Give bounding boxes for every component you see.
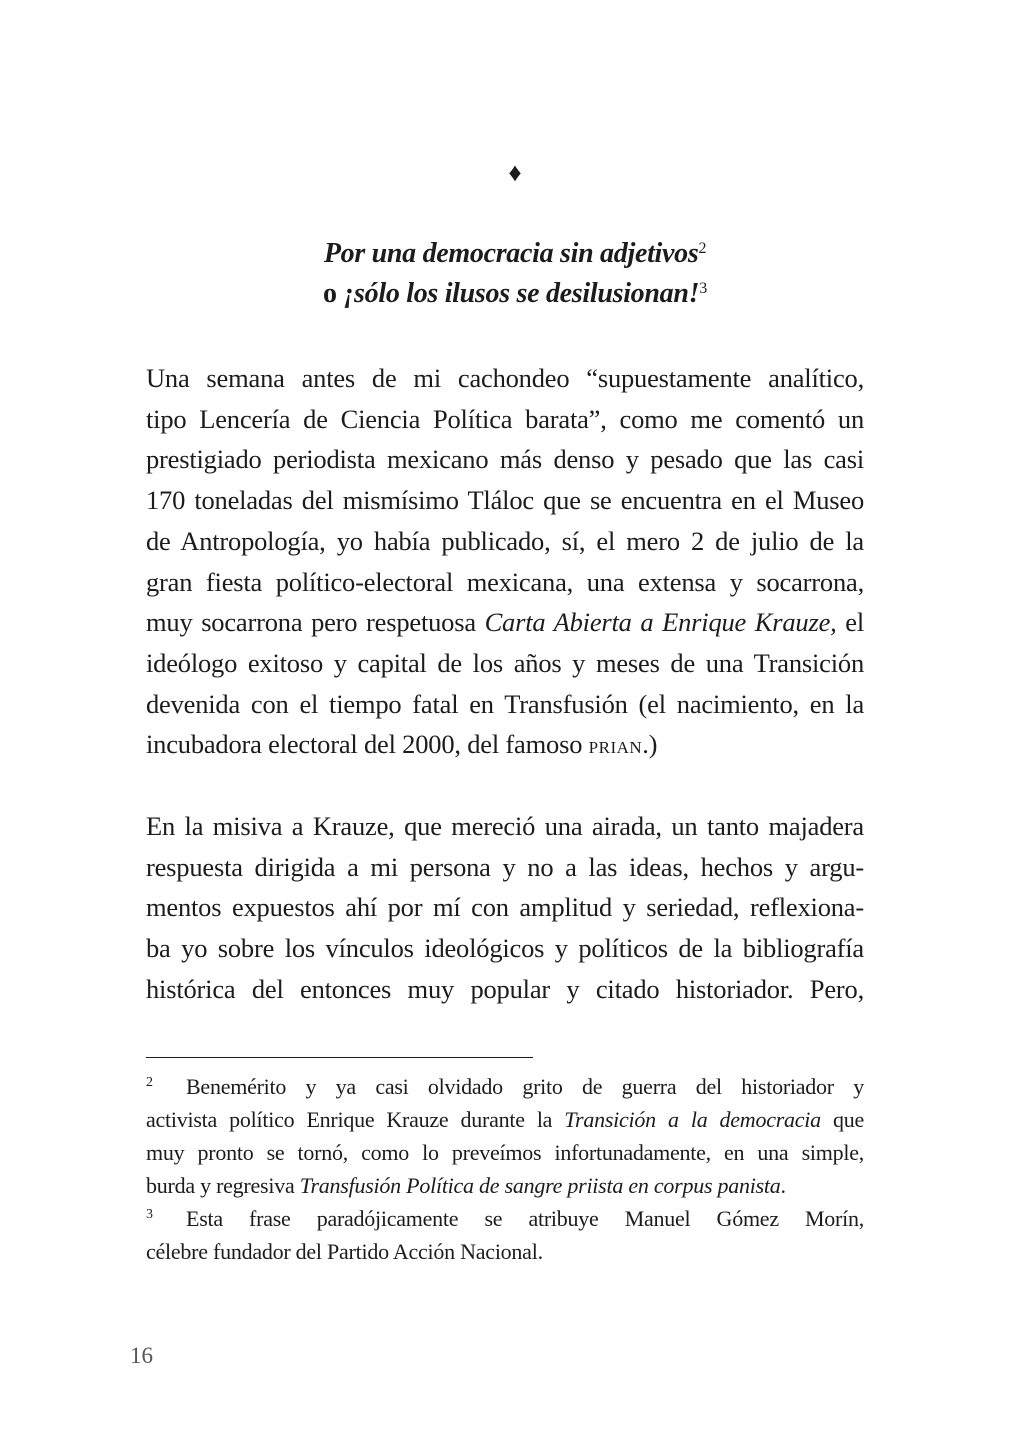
page-number: 16 — [130, 1343, 153, 1368]
diamond-ornament-icon: ♦ — [508, 158, 522, 187]
title-line-1: Por una democracia sin adjetivos$^2$ — [323, 238, 707, 269]
footnote-3: 3 Esta frase paradójicamente se atribuye Manuel Gómez Morín, célebre fundador del Partido Acción Nacional. — [146, 1206, 864, 1264]
footnote-divider — [146, 1057, 533, 1058]
footnote-ref-2[interactable]: 2 — [698, 240, 707, 257]
title-line-2: o ¡sólo los ilusos se desilusionan!$^3$ — [323, 278, 707, 309]
party-acronym: prian — [588, 733, 643, 760]
paragraph-2: En la misiva a Krauze, que mereció una airada, un tanto majadera respuesta dirigida a mi persona y no a las ideas, hechos y argu- mentos expuestos ahí por mí con amplitud y seriedad, reflexiona- ba yo sobre los vínculos ideológicos y políticos de la bibliografía histórica del entonces muy popular y citado historiador. Pero, — [146, 811, 864, 1004]
section-title — [0, 234, 1030, 314]
footnote-ref-3[interactable]: 3 — [699, 280, 707, 297]
paragraph-1: Una semana antes de mi cachondeo “supuestamente analítico, tipo Lencería de Ciencia Política barata”, como me comentó un prestigiado periodista mexicano más denso y pesado que las casi 170 toneladas del mismísimo Tláloc que se encuentra en el Museo de Antropología, yo había publicado, sí, el mero 2 de julio de la gran fiesta político-electoral mexicana, una extensa y socarrona, muy socarrona pero respetuosa Carta Abierta a Enrique Krauze, el ideólogo exitoso y capital de los años y meses de una Transición devenida con el tiempo fatal en Transfusión (el nacimiento, en la incubadora electoral del 2000, del famoso prian.) — [146, 363, 864, 760]
letter-title: Carta Abierta a Enrique Krauze, — [484, 607, 837, 638]
footnote-2: 2 Benemérito y ya casi olvidado grito de guerra del historiador y activista político Enrique Krauze durante la Transición a la democracia que muy pronto se tornó, como lo preveímos infortunadamente, en una simple, burda y regresiva Transfusión Política de sangre priista en corpus panista. — [146, 1074, 864, 1198]
footnotes — [146, 1070, 864, 1268]
